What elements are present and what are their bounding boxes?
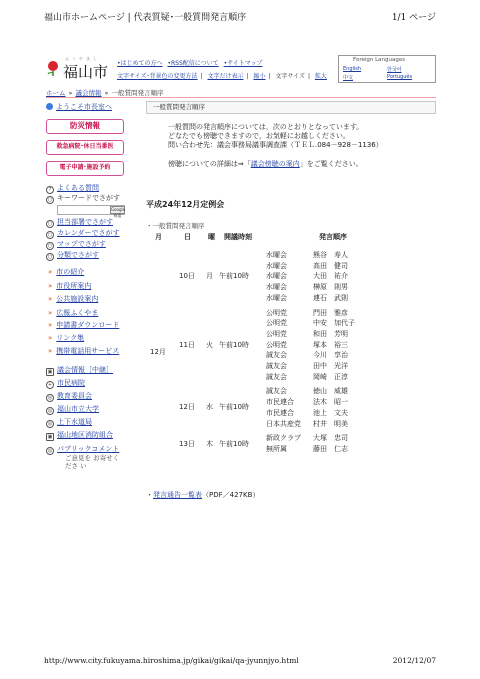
session-month: 12月 (150, 347, 166, 356)
print-footer (44, 656, 436, 668)
google-search-button[interactable]: Google検索 (111, 207, 126, 218)
speaker-list-pdf-link[interactable]: 発言通告一覧表 (153, 491, 202, 499)
speaker-name: 岡崎 正淳 (313, 372, 348, 381)
logo-name: 福山市 (63, 63, 109, 81)
observe-guide-link[interactable]: 議会傍聴の案内 (250, 160, 300, 168)
speaker-name: 村井 明美 (313, 419, 348, 428)
lang-chinese-link[interactable]: 中文 (343, 75, 354, 81)
speaker-party: 日本共産党 (266, 419, 301, 428)
water-icon: ◎ (47, 421, 53, 427)
mayor-welcome-link[interactable]: ようこそ市長室へ (46, 102, 112, 112)
session-time: 午前10時 (219, 403, 249, 412)
section-subtitle: ・一般質問発言順序 (146, 222, 205, 230)
speaker-name: 熊谷 寿人 (313, 251, 348, 259)
breadcrumb-current: 一般質問発言順序 (111, 89, 164, 97)
search-by-category-link[interactable]: ○ 分類でさがす (47, 251, 99, 260)
education-icon: ◎ (47, 395, 53, 401)
speaker-party: 無所属 (266, 444, 287, 453)
print-footer-url: http://www.city.fukuyama.hiroshima.jp/gikai/gikai/qa-jyunnjyo.html (44, 656, 299, 665)
font-size-label: 文字サイズ (275, 73, 305, 80)
fire-dept-link[interactable]: ▣ 福山地区消防組合 (47, 431, 113, 440)
breadcrumb-home[interactable]: ホーム (46, 89, 66, 97)
speaker-name: 田中 光洋 (313, 362, 348, 370)
sidebar-link-links[interactable]: » リンク集 (48, 334, 85, 342)
lang-portuguese-link[interactable]: Português (387, 74, 413, 80)
breadcrumb-council[interactable]: 議会情報 (75, 89, 102, 97)
page-title: 一般質問発言順序 (146, 101, 436, 114)
download-line: ・発言通告一覧表（PDF／427KB） (146, 491, 260, 499)
utility-links: •はじめての方へ •RSS配信について •サイトマップ 文字サイズ･背景色の変更方法 | 文字だけ表示 | 縮小 | 文字サイズ | 拡大 (117, 60, 327, 80)
speaker-party: 水曜会 (266, 283, 287, 292)
fire-dept-icon: ▣ (47, 434, 53, 440)
intro-text: 一般質問の発言順序については，次のとおりとなっています。 どなたでも傍聴できますので，お気軽にお越しください。 問い合わせ先：議会事務局議事調査課（ＴＥＬ.084－928－1136） (168, 123, 383, 149)
speaker-party: 市民連合 (266, 408, 294, 417)
search-by-calendar-link[interactable]: ○ カレンダーでさがす (47, 229, 120, 238)
session-day: 12日 (179, 403, 195, 412)
font-change-link[interactable]: 文字サイズ･背景色の変更方法 (117, 73, 198, 80)
speaker-name: 高田 健司 (313, 261, 348, 270)
question-icon: ? (46, 186, 54, 194)
session-time: 午前10時 (219, 340, 249, 349)
hospital-icon: + (47, 382, 53, 388)
speaker-name: 今川 享治 (313, 351, 348, 360)
speaker-name: 塚本 裕三 (313, 340, 348, 349)
session-time: 午前10時 (219, 439, 249, 448)
public-comment-link[interactable]: ◎ パブリックコメント (47, 445, 120, 454)
sidebar-link-facilities[interactable]: » 公共施設案内 (48, 295, 99, 303)
rose-logo-icon (46, 60, 60, 76)
hospital-link[interactable]: + 市民病院 (47, 379, 85, 388)
speaker-name: 藤田 仁志 (313, 444, 348, 453)
foreign-languages-title: Foreign Languages (353, 57, 406, 63)
speaker-name: 池上 文夫 (313, 408, 348, 417)
foreign-languages-box (338, 55, 436, 83)
speaker-party: 水曜会 (266, 272, 287, 281)
sidebar-link-forms[interactable]: » 申請書ダウンロード (48, 321, 120, 329)
session-weekday: 木 (206, 439, 213, 448)
breadcrumb-sep: » (104, 89, 109, 97)
first-visit-link[interactable]: •はじめての方へ (117, 60, 163, 67)
sidebar-link-pr[interactable]: » 広報ふくやま (48, 309, 99, 317)
session-weekday: 水 (206, 403, 213, 412)
col-time: 開議時刻 (224, 233, 252, 241)
print-footer-date: 2012/12/07 (392, 656, 436, 665)
search-icon: ○ (47, 232, 53, 238)
rss-link[interactable]: •RSS配信について (167, 60, 219, 67)
font-shrink-link[interactable]: 縮小 (253, 73, 266, 80)
speaker-party: 公明党 (266, 319, 287, 328)
speaker-party: 水曜会 (266, 293, 287, 302)
speaker-party: 市民連合 (266, 398, 294, 407)
print-header (44, 10, 436, 24)
text-only-link[interactable]: 文字だけ表示 (207, 73, 244, 80)
session-time: 午前10時 (219, 272, 249, 281)
col-weekday: 曜 (208, 233, 215, 241)
emergency-hospital-button[interactable]: 救急病院･休日当番医 (46, 140, 124, 155)
search-icon: ○ (47, 254, 53, 260)
faq-link[interactable]: ? よくある質問 (46, 183, 99, 194)
education-link[interactable]: ◎ 教育委員会 (47, 392, 92, 401)
speaker-party: 公明党 (266, 308, 287, 317)
speaker-party: 公明党 (266, 340, 287, 349)
speaker-name: 中安 加代子 (313, 319, 355, 328)
university-link[interactable]: ◎ 福山市立大学 (47, 405, 99, 414)
search-by-dept-link[interactable]: ○ 担当部署でさがす (47, 218, 113, 227)
speaker-name: 門田 雅彦 (313, 308, 348, 317)
sidebar-link-mobile[interactable]: » 携帯電話用サービス (48, 347, 120, 355)
disaster-info-button[interactable]: 防災情報 (46, 119, 124, 134)
col-day: 日 (184, 233, 191, 241)
search-icon: ○ (47, 221, 53, 227)
university-icon: ◎ (47, 408, 53, 414)
col-speaker: 発言順序 (319, 233, 347, 241)
speaker-name: 榊原 則男 (313, 283, 348, 292)
speaker-party: 新政クラブ (266, 434, 301, 443)
speaker-party: 公明党 (266, 329, 287, 338)
sidebar-link-city-intro[interactable]: » 市の紹介 (48, 268, 85, 276)
council-info-link[interactable]: ▣ 議会情報［中継］ (47, 366, 113, 375)
speaker-party: 水曜会 (266, 251, 287, 259)
lang-korean-link[interactable]: 한국어 (387, 67, 402, 73)
session-day: 13日 (179, 439, 195, 448)
public-comment-caption: ご意見を お寄せくださ い (65, 454, 120, 470)
speaker-name: 法木 昭一 (313, 398, 348, 407)
header-divider (46, 97, 436, 98)
print-header-title: 福山市ホームページ | 代表質疑･一般質問発言順序 (44, 13, 247, 23)
search-icon: ○ (47, 243, 53, 249)
mayor-icon (46, 103, 53, 110)
breadcrumb-sep: » (68, 89, 73, 97)
session-day: 10日 (179, 272, 195, 281)
lang-english-link[interactable]: English (343, 66, 362, 72)
comment-icon: ◎ (47, 448, 53, 454)
speaker-name: 徳山 威雄 (313, 387, 348, 396)
speaker-name: 大塚 忠司 (313, 434, 348, 443)
speaker-name: 連石 武則 (313, 293, 348, 302)
speaker-party: 水曜会 (266, 261, 287, 270)
search-icon: ○ (47, 197, 53, 203)
col-month: 月 (155, 233, 162, 241)
speaker-party: 誠友会 (266, 362, 287, 370)
session-weekday: 火 (206, 340, 213, 349)
speaker-party: 誠友会 (266, 387, 287, 396)
e-application-button[interactable]: 電子申請･施設予約 (46, 161, 124, 176)
water-link[interactable]: ◎ 上下水道局 (47, 418, 92, 427)
council-icon: ▣ (47, 369, 53, 375)
logo-ruby: ふくやまし (65, 56, 100, 61)
speaker-name: 大田 祐介 (313, 272, 348, 281)
site-logo[interactable] (46, 56, 112, 80)
section-title: 平成24年12月定例会 (146, 200, 225, 209)
print-header-page: 1/1 ページ (391, 13, 436, 23)
breadcrumb (46, 88, 163, 97)
keyword-search-label: ○ キーワードでさがす (47, 194, 120, 203)
sidebar-link-cityhall[interactable]: » 市役所案内 (48, 282, 92, 290)
sitemap-link[interactable]: •サイトマップ (223, 60, 263, 67)
session-day: 11日 (179, 340, 195, 349)
speaker-party: 誠友会 (266, 372, 287, 381)
speaker-name: 和田 芳明 (313, 329, 348, 338)
observe-info: 傍聴についての詳細は⇒「議会傍聴の案内」をご覧ください。 (168, 160, 363, 168)
font-enlarge-link[interactable]: 拡大 (314, 73, 327, 80)
search-by-map-link[interactable]: ○ マップでさがす (47, 240, 106, 249)
session-weekday: 月 (206, 272, 213, 281)
speaker-party: 誠友会 (266, 351, 287, 360)
